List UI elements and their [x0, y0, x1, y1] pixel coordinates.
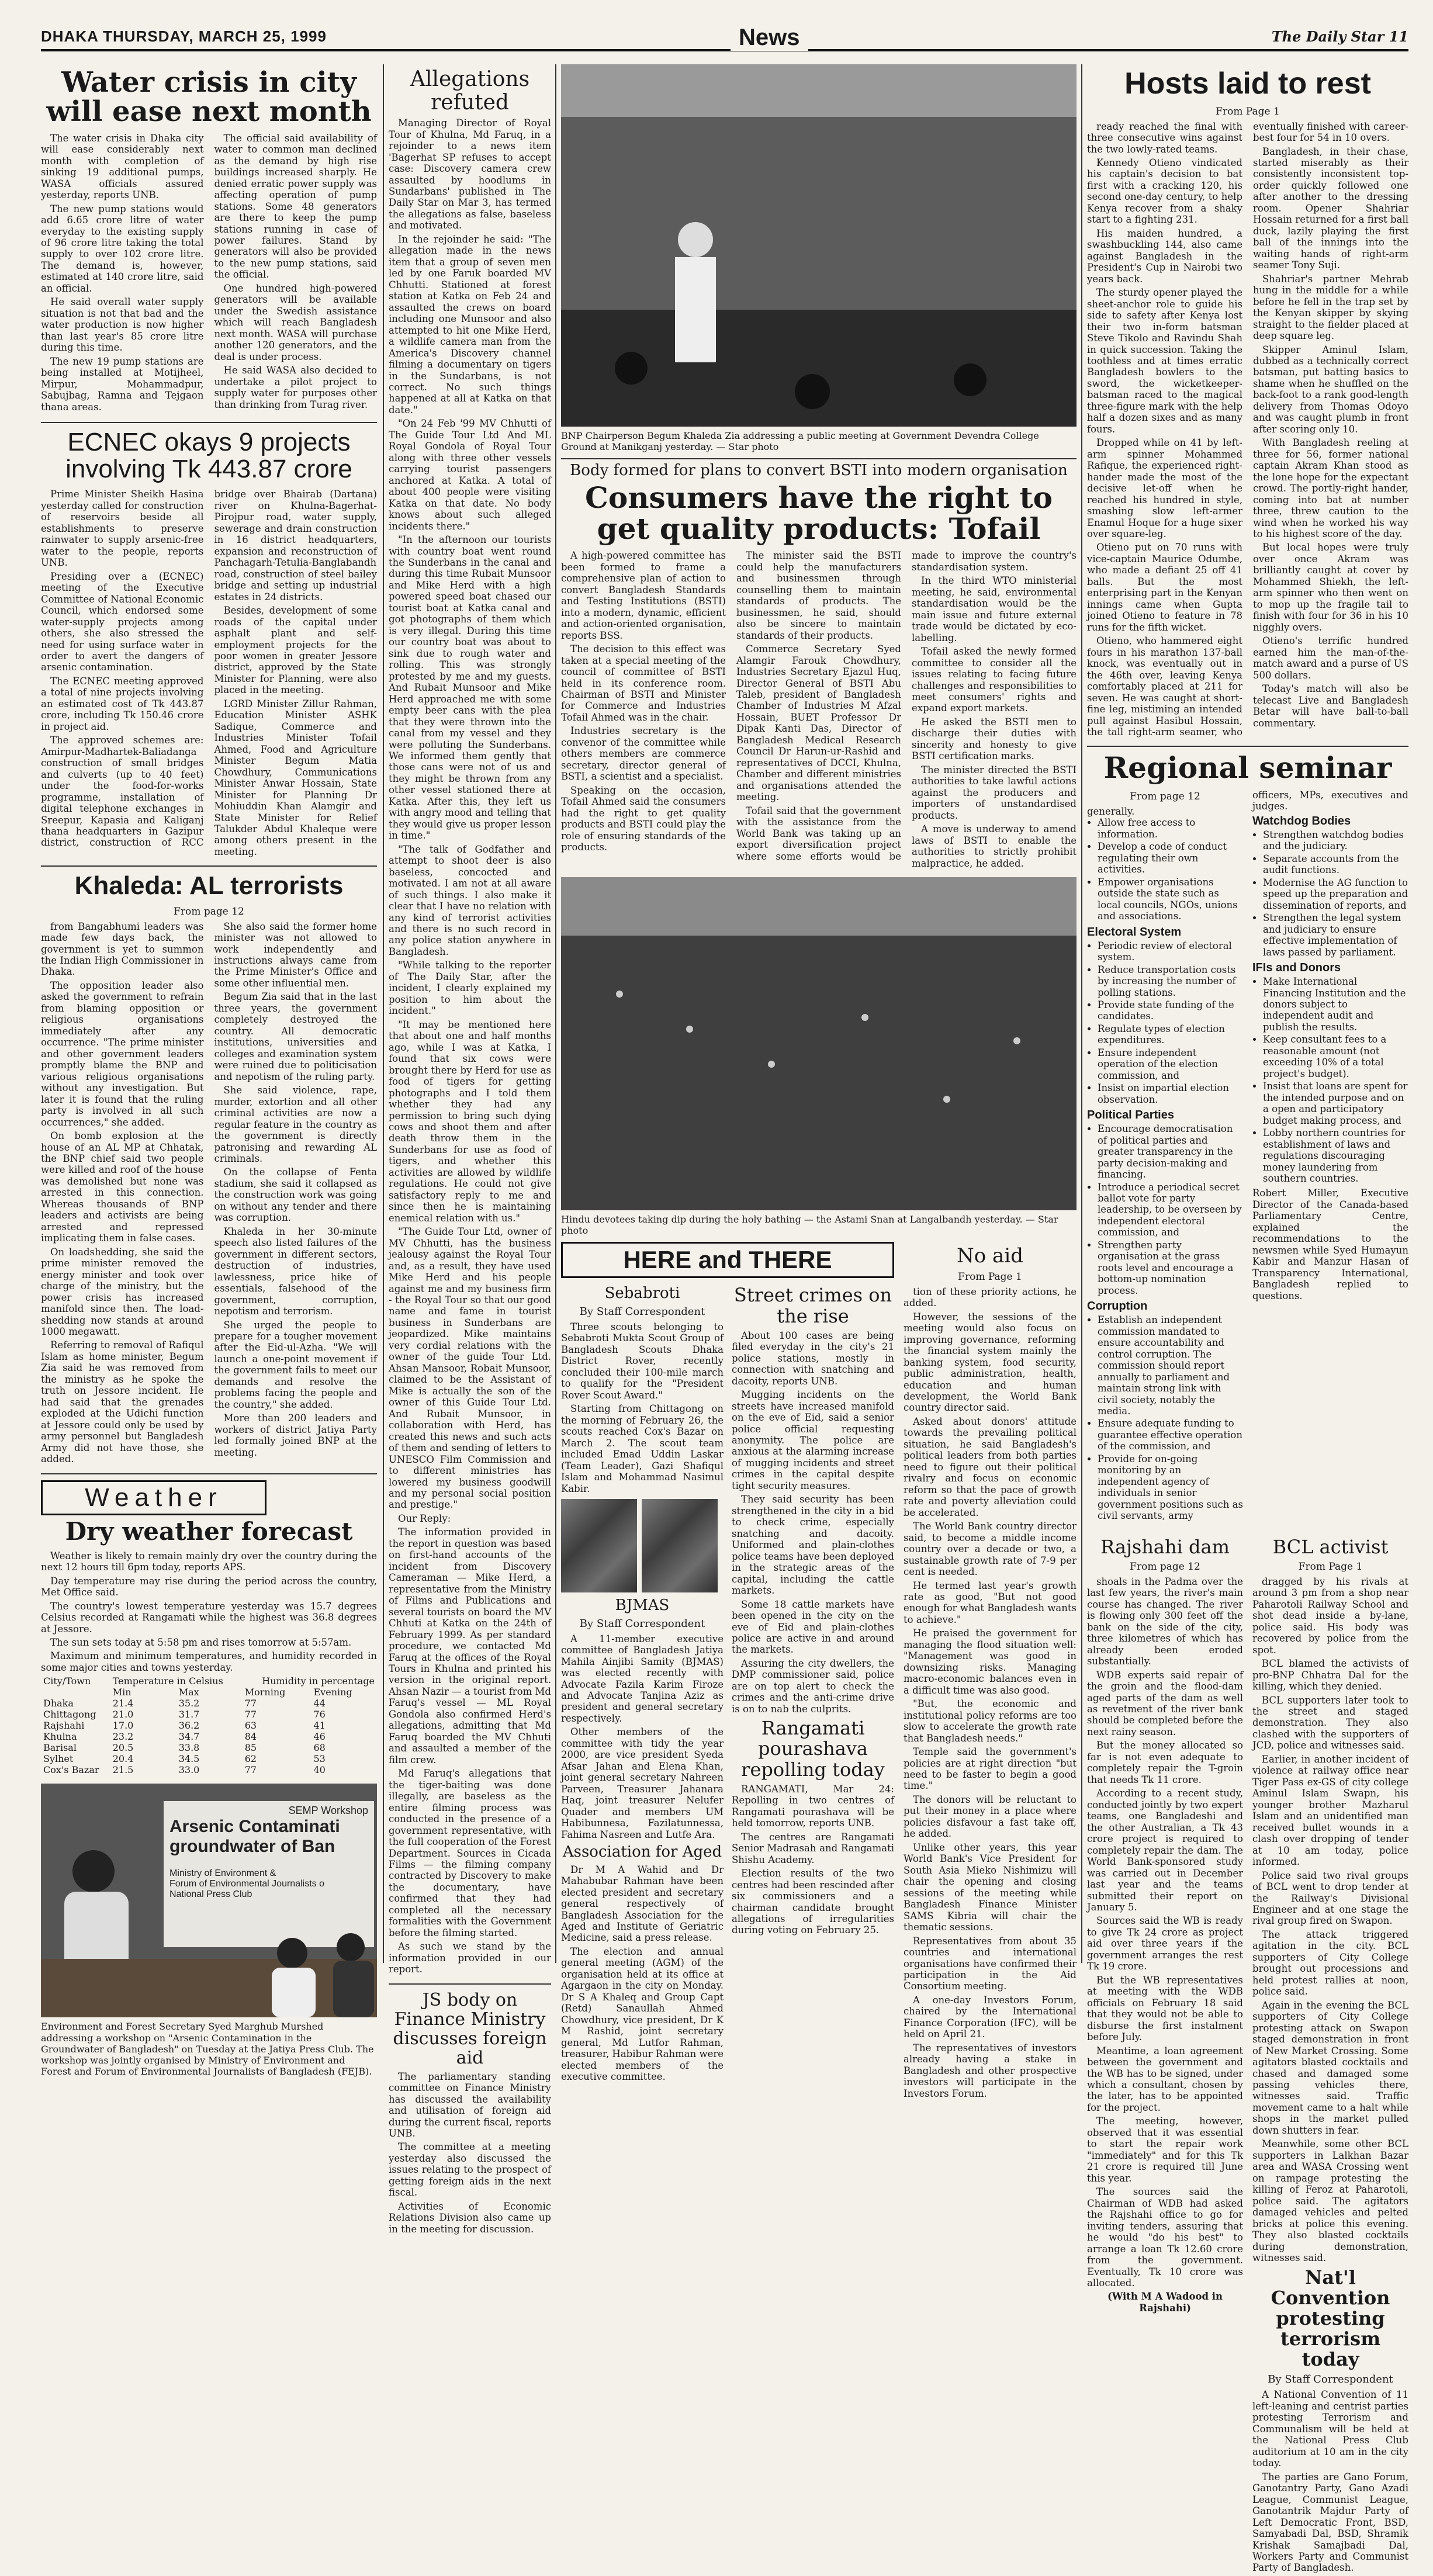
story-weather — [41, 1480, 377, 1776]
paragraph: The opposition leader also asked the government to refrain from blaming opposition or religious organisations immediately after any occurrence. "The prime minister and other government leaders promptly blame the BNP and various religious organisations without any investigation. But later it is found that the ruling party is involved in all such occurrences," she added. — [41, 979, 204, 1128]
paragraph: In the rejoinder he said: "The allegation made in the news item that a group of seven men led by one Faruk boarded MV Chhutti. Stationed at forest station at Katka on Feb 24 and assaulted the crews on board including one Munsoor and also attempted to hit one Mike Herd, a wildlife camera man from the America's Discovery channel filming a documentary on tigers in the Sundarbans, is not correct. No such things happened at all at Katka on that date." — [389, 233, 551, 416]
paragraph: The approved schemes are: Amirpur-Madhartek-Baliadanga construction of small bridges and culverts (up to 40 feet) under the food-for-works programme, installation of digital telephone exchanges in Sreepur, Kapasia and Kaliganj thana headquarters in Gazipur district, construction of RCC bridge over Bhairab (Dartana) river on Khulna-Bagerhat-Pirojpur road, water supply, sewerage and drain construction in 16 district headquarters, expansion and reconstruction of Panchagarh-Tetulia-Banglabandh road, construction of steel bailey bridge and setting up industrial estates in 24 districts. — [41, 489, 377, 849]
headline: Hosts laid to rest — [1124, 67, 1371, 101]
table-cell: Khulna — [43, 1731, 77, 1743]
table-cell: 63 — [244, 1720, 257, 1732]
paragraph: dragged by his rivals at around 3 pm from a shop near Paharotoli Railway School and shot dead inside a by-lane, police said. His body was recovered by police from the spot. — [1252, 1576, 1408, 1656]
paragraph: Activities of Economic Relations Division also came up in the meeting for discussion. — [389, 2200, 551, 2235]
paragraph: On loadshedding, she said the prime minister removed the energy minister and took over charge of the ministry, but the power crisis has increased manifold since then. The load-shedding now stands at around 1000 megawatt. — [41, 1246, 204, 1337]
paragraph: The new 19 pump stations are being installed at Motijheel, Mirpur, Mohammadpur, Sabujbag, Ramna and Tejgaon thana areas. — [41, 355, 204, 413]
table-cell: 84 — [244, 1731, 257, 1743]
paragraph: A 11-member executive committee of Bangladesh Jatiya Mahila Ainjibi Samity (BJMAS) was elected recently with Advocate Fazila Karim Firoze and Advocate Tanjina Aziz as president and general secretary respectively. — [561, 1633, 724, 1724]
headline: Nat'l Convention protesting terrorism today — [1271, 2266, 1390, 2371]
story-body — [1087, 1576, 1243, 2289]
list-item: • Periodic review of electoral system. — [1098, 940, 1243, 963]
story-ecnec — [41, 429, 377, 857]
story-body — [904, 1286, 1077, 2099]
table-cell: 33.8 — [178, 1742, 200, 1754]
story-body — [41, 1550, 377, 1674]
paragraph: The parties are Gano Forum, Ganotantry Party, Gano Azadi League, Communist League, Ganotantrik Majdur Party of Left Democratic Front, BSD, Samyabadi Dal, BSD, Shramik Krishak Samajbadi Dal, Workers Party and Communist Party of Bangladesh. — [1252, 2471, 1408, 2574]
paragraph: Today's match will also be telecast Live and Bangladesh Betar will have ball-to-ball commentary. — [1253, 683, 1408, 729]
story-body — [1252, 2389, 1408, 2574]
headline: BCL activist — [1272, 1535, 1389, 1558]
story-js — [389, 1990, 551, 2235]
paragraph: BCL blamed the activists of pro-BNP Chhatra Dal for the killing, which they denied. — [1252, 1658, 1408, 1692]
paragraph: He termed last year's growth rate as good, "But not good enough for what Bangladesh wants to achieve." — [904, 1580, 1077, 1625]
paragraph: BCL supporters later took to the street and staged demonstration. They also clashed with the supporters of JCD, police and witnesses said. — [1252, 1694, 1408, 1751]
headline: Dry weather forecast — [65, 1516, 353, 1546]
paragraph: Meanwhile, some other BCL supporters in Lalkhan Bazar area and WASA Crossing went on rampage protesting the killing of Feroz at Paharotoli, police said. The agitators damaged vehicles and pelted bricks at police this evening. They also blasted cocktails during demonstration, witnesses said. — [1252, 2138, 1408, 2264]
dateline: From page 12 — [174, 905, 244, 917]
dateline: From Page 1 — [1216, 105, 1280, 117]
paragraph: Starting from Chittagong on the morning of February 26, the scouts reached Cox's Bazar on March 2. The scout team included Emad Uddin Laskar (Team Leader), Gazi Shafiqul Islam and Mohammad Nasimul Kabir. — [561, 1403, 724, 1494]
dateline: DHAKA THURSDAY, MARCH 25, 1999 — [41, 27, 327, 45]
crowd-image — [561, 877, 1077, 1210]
paragraph: Referring to removal of Rafiqul Islam as home minister, Begum Zia said he was removed from the ministry as he spoke the truth on Jessore incident. He had said that the grenades exploded at the Udichi function at Jessore could only be used by army personnel but Bangladesh Army did not have those, she added. — [41, 1339, 204, 1465]
story-rajshahi — [1087, 1533, 1243, 2576]
story-natl — [1252, 2267, 1408, 2574]
weather-table — [41, 1675, 377, 1775]
paragraph: The decision to this effect was taken at a special meeting of the council of committee of BSTI held in its conference room. Chairman of BSTI and Minister for Commerce and Industries Tofail Ahmed was in the chair. — [561, 643, 726, 723]
story-bcl — [1252, 1537, 1408, 2264]
paragraph: Assuring the city dwellers, the DMP commissioner said, police are on top alert to check the crimes and the anti-crime drive is on to nab the culprits. — [732, 1657, 894, 1715]
paragraph: His maiden hundred, a swashbuckling 144, also came against Bangladesh in the President's Cup in Nairobi two years back. — [1087, 227, 1242, 285]
table-row — [41, 1764, 377, 1775]
paragraph: "The talk of Godfather and attempt to shoot deer is also baseless, concocted and motivated. I am not at all aware of such things. I also make it clear that I have no relation with any kind of terrorist activities and there is no such record in any police station anywhere in Bangladesh. — [389, 843, 551, 957]
paragraph: The minister said the BSTI could help the manufacturers and businessmen through counselling them to maintain standards of products. The businessmen, he said, should also be sincere to maintain standards of their products. — [736, 550, 901, 641]
section-banner: HERE and THERE — [561, 1242, 894, 1278]
subheading: IFIs and Donors — [1252, 961, 1341, 975]
table-row — [41, 1720, 377, 1731]
table-cell: Rajshahi — [43, 1720, 85, 1732]
paragraph: As such we stand by the information provided in our report. — [389, 1941, 551, 1975]
list-item: • Separate accounts from the audit functions. — [1263, 853, 1408, 876]
paragraph: He asked the BSTI men to discharge their duties with sincerity and honesty to give BSTI certification marks. — [912, 716, 1077, 762]
column-rule — [1081, 64, 1082, 1963]
table-cell: 20.5 — [112, 1742, 134, 1754]
dateline: From Page 1 — [1298, 1560, 1363, 1573]
photo-caption: Hindu devotees taking dip during the holy bathing — the Astami Snan at Langalbandh yesterday. — Star photo — [561, 1214, 1058, 1237]
column-left — [41, 64, 377, 2078]
paragraph: Tofail asked the newly formed committee to consider all the issues relating to facing future challenges and responsibilities to meet consumers' rights and expand export markets. — [912, 646, 1077, 714]
paragraph: Weather is likely to remain mainly dry over the country during the next 12 hours till 6pm today, reports APS. — [41, 1550, 377, 1573]
photo-caption: BNP Chairperson Begum Khaleda Zia addressing a public meeting at Government Devendra College Ground at Manikganj yesterday. — Star photo — [561, 430, 1039, 453]
column-right — [1087, 64, 1408, 2574]
bnp-rally-photo — [561, 64, 1077, 427]
story-allegations — [389, 68, 551, 1975]
table-header: Humidity in percentage — [262, 1675, 375, 1687]
table-row — [41, 1709, 377, 1720]
paragraph: RANGAMATI, Mar 24: Repolling in two centres of Rangamati pourashava will be held tomorrow, reports UNB. — [732, 1783, 894, 1829]
table-row — [41, 1731, 377, 1742]
story-noaid — [904, 1242, 1077, 2101]
table-cell: 44 — [313, 1698, 326, 1709]
paragraph: Some 18 cattle markets have been opened in the city on the eve of Eid and plain-clothes police are active in and around the markets. — [732, 1598, 894, 1656]
list-item: • Strengthen party organisation at the grass roots level and encourage a bottom-up nomination process. — [1098, 1239, 1243, 1296]
section-label: News — [731, 25, 808, 51]
list-item: • Develop a code of conduct regulating their own activities. — [1098, 841, 1243, 875]
story-body: Robert Miller, Executive Director of the Canada-based Parliamentary Centre, explained the recommendations to the newsmen while Syed Humayun Kabir and Manzur Hasan of Transparency International, Bangladesh replied to questions. — [1252, 1187, 1408, 1301]
paragraph: "While talking to the reporter of The Daily Star, after the incident, I clearly explained my position to him about the incident." — [389, 960, 551, 1017]
paragraph: The new pump stations would add 6.65 crore litre of water everyday to the existing supply of 96 crore litre taking the total supply to over 102 crore litre. The demand is, however, estimated at 140 crore litre, said an official. — [41, 203, 204, 294]
story-body — [1087, 121, 1408, 738]
paragraph: Bangladesh, in their chase, started miserably as their consistently inconsistent top-order quickly followed one after another to the dressing room. Opener Shahriar Hossain returned for a first ball duck, lazily playing the first ball of the innings into the waiting hands of right-arm seamer Tony Suji. — [1253, 146, 1408, 271]
story-body — [41, 133, 377, 414]
paragraph: Md Faruq's allegations that the tiger-baiting was done illegally, are baseless as the entire filming process was conducted in the presence of a government representative, with the full cooperation of the Forest Department. Sources in Cicada Films — the filming company contracted by Discovery to make the documentary, have confirmed that they had completed all the necessary formalities with the Government before the filming started. — [389, 1768, 551, 1938]
workshop-people — [41, 1784, 377, 2017]
paragraph: Besides, development of some roads of the capital under asphalt plant and self-employment projects for the poor women in greater Jessore district, approved by the State Minister for Planning, were also placed in the meeting. — [214, 605, 377, 696]
headline: Khaleda: AL terrorists — [74, 871, 344, 901]
column-rule — [555, 64, 556, 1963]
list-item: • Provide state funding of the candidates. — [1098, 999, 1243, 1022]
holy-bath-photo — [561, 877, 1077, 1210]
list-item: • Strengthen watchdog bodies and the judiciary. — [1263, 829, 1408, 852]
story-body — [389, 2071, 551, 2235]
paragraph: He said overall water supply situation is not that bad and the water production is now higher than last year's 85 crore litre during this time. — [41, 296, 204, 354]
paragraph: Unlike other years, this year World Bank's Vice President for South Asia Mieko Nishimizu will chair the opening and closing sessions of the meeting while Bangladesh Finance Minister SAMS Kibria will chair the thematic sessions. — [904, 1841, 1077, 1933]
story-bsti — [561, 462, 1077, 869]
paragraph: A National Convention of 11 left-leaning and centrist parties protesting Terrorism and Communalism will be held at the National Press Club auditorium at 10 am in the city today. — [1252, 2389, 1408, 2469]
story-body — [41, 921, 377, 1465]
paragraph: Otieno, who hammered eight fours in his marathon 137-ball knock, was eventually out in the 46th over, leaving Kenya comfortably placed at 211 for seven. He was caught at short-fine leg, mistiming an intended pull against Hasibul Hossain, the tall right-arm seamer, who eventually finished with career-best four for 54 in 10 overs. — [1087, 120, 1408, 738]
table-cell: 77 — [244, 1709, 257, 1720]
table-row — [41, 1698, 377, 1709]
list-item: • Insist that loans are spent for the intended purpose and on a open and participatory budget making process, and — [1263, 1081, 1408, 1126]
paragraph: But local hopes were truly over once Akram was brilliantly caught at cover by Mohammed Shiekh, the left-arm spinner who then went on to mop up the fragile tail to finish with four for 36 in his 10 nigghly overs. — [1253, 542, 1408, 633]
table-cell: Cox's Bazar — [43, 1764, 99, 1776]
table-cell: 20.4 — [112, 1753, 134, 1765]
table-cell: 31.7 — [178, 1709, 200, 1720]
list-item: • Strengthen the legal system and judiciary to ensure effective implementation of laws passed by parliament. — [1263, 912, 1408, 958]
subheading: Corruption — [1087, 1300, 1148, 1313]
list-item: • Ensure independent operation of the election commission, and — [1098, 1047, 1243, 1081]
table-cell: 68 — [313, 1742, 326, 1754]
table-cell: 21.5 — [112, 1764, 134, 1776]
table-cell: 62 — [244, 1753, 257, 1765]
paragraph: Begum Zia said that in the last three years, the government completely destroyed the country. All democratic institutions, universities and colleges and examination system were ruined due to politicisation and nepotism of the ruling party. — [214, 991, 377, 1082]
headline: Rajshahi dam — [1100, 1535, 1230, 1558]
dateline: From page 12 — [1130, 790, 1200, 802]
table-cell: 21.0 — [112, 1709, 134, 1720]
headline: Sebabroti — [604, 1284, 680, 1303]
paragraph: LGRD Minister Zillur Rahman, Education Minister ASHK Sadique, Commerce and Industries Minister Tofail Ahmed, Food and Agriculture Minister Begum Matia Chowdhury, Communications Minister Anwar Hossain, State Minister for Planning Dr Mohiuddin Khan Alamgir and State Minister for Relief Talukder Abdul Khaleque were among others present in the meeting. — [214, 698, 377, 857]
paragraph: "But, the economic and institutional policy reforms are too slow to accelerate the growth rate that Bangladesh needs." — [904, 1698, 1077, 1744]
paragraph: Kennedy Otieno vindicated his captain's decision to bat first with a cracking 120, his second one-day century, to help Kenya recover from a shaky start to a fighting 231. — [1087, 157, 1242, 226]
paragraph: Police said two rival groups of BCL went to drop tender at the Railway's Divisional Engineer and at one stage the rival group fired on Swapon. — [1252, 1869, 1408, 1927]
story-body — [561, 1321, 724, 1494]
portrait-photo — [561, 1499, 637, 1592]
table-cell: 46 — [313, 1731, 326, 1743]
table-row — [41, 1742, 377, 1753]
table-cell: 76 — [313, 1709, 326, 1720]
paragraph: from Bangabhumi leaders was made few days back, the government is yet to summon the Indian High Commissioner in Dhaka. — [41, 920, 204, 978]
paragraph: Commerce Secretary Syed Alamgir Farouk Chowdhury, Industries Secretary Ejazul Huq, Director General of BSTI Abu Taleb, president of Bangladesh Chamber of Industries M Afzal Hossain, BUET Professor Dr Dipak Kanti Das, Director of Bangladesh Medical Research Council Dr Harun-ur-Rashid and representatives of DCCI, Khulna, Chamber and different ministries and organisations attended the meeting. — [736, 643, 901, 803]
paragraph: Asked about donors' attitude towards the prevailing political situation, he said Bangladesh's political leaders from both parties need to figure out their political rivalry and focus on economic reform so that the pace of growth rate and poverty alleviation could be accelerated. — [904, 1415, 1077, 1518]
paragraph: But the money allocated so far is not even adequate to completely repair the T-groin that needs Tk 11 crore. — [1087, 1740, 1243, 1785]
headline: BJMAS — [615, 1597, 670, 1615]
byline: By Staff Correspondent — [579, 1617, 705, 1630]
paragraph: Representatives from about 35 countries and international organisations have confirmed their participation in the Aid Consortium meeting. — [904, 1935, 1077, 1992]
subheading: Watchdog Bodies — [1252, 814, 1351, 827]
table-cell: 36.2 — [178, 1720, 200, 1732]
headline: Rangamati pourashava repolling today — [741, 1717, 885, 1781]
paragraph: In the third WTO ministerial meeting, he said, environmental standardisation would be the main issue and future external trade would be dictated by eco-labelling. — [912, 575, 1077, 643]
headline: JS body on Finance Ministry discusses foreign aid — [393, 1989, 547, 2068]
paragraph: On the collapse of Fenta stadium, she said it collapsed as the construction work was going on without any tender and there was corruption. — [214, 1166, 377, 1224]
byline: By Staff Correspondent — [1268, 2373, 1393, 2386]
paragraph: Presiding over a (ECNEC) meeting of the Executive Committee of National Economic Council, which endorsed some water-supply projects among others, she also stressed the need for using surface water in order to avert the dangers of arsenic contamination. — [41, 570, 204, 673]
paragraph: The ECNEC meeting approved a total of nine projects involving an estimated cost of Tk 443.87 crore, including Tk 150.46 crore in project aid. — [41, 675, 204, 732]
table-cell: 33.0 — [178, 1764, 200, 1776]
list-item: • Lobby northern countries for establishment of laws and regulations discouraging money laundering from southern countries. — [1263, 1127, 1408, 1184]
table-cell: 53 — [313, 1753, 326, 1765]
table-header: City/Town — [43, 1675, 91, 1687]
headline: Allegations refuted — [410, 67, 530, 115]
paragraph: Tofail said that the government with the assistance from the World Bank was taking up an export diversification project where some efforts would be made to improve the country's standardisation system. — [736, 550, 1077, 862]
table-header: Morning — [244, 1687, 286, 1698]
paragraph: Shahriar's partner Mehrab hung in the middle for a while before he fell in the trap set by the Kenyan skipper by skying straight to the fielder placed at deep square leg. — [1253, 273, 1408, 342]
here-and-there — [561, 1242, 894, 2101]
photo-caption: Environment and Forest Secretary Syed Marghub Murshed addressing a workshop on "Arsenic Contamination in the Groundwater of Bangladesh" on Tuesday at the Jatiya Press Club. The workshop was jointly organised by Ministry of Environment and Forest and Forum of Environmental Journalists of Bangladesh (FEJB). — [41, 2021, 374, 2078]
headline: Consumers have the right to get quality products: Tofail — [585, 480, 1053, 546]
paragraph: Mugging incidents on the streets have increased manifold on the eve of Eid, said a senior police official requesting anonymity. The police are anxious at the alarming increase of mugging incidents and street crimes in the capital despite tight security measures. — [732, 1389, 894, 1491]
table-header: Temperature in Celsius — [112, 1675, 223, 1687]
list-item: • Allow free access to information. — [1098, 817, 1243, 840]
paragraph: The centres are Rangamati Senior Madrasah and Rangamati Shishu Academy. — [732, 1831, 894, 1865]
paragraph: Day temperature may rise during the period across the country, Met Office said. — [41, 1575, 377, 1598]
headline: Regional seminar — [1103, 750, 1392, 785]
paper-name: The Daily Star 11 — [1271, 27, 1408, 45]
table-row — [41, 1753, 377, 1764]
paragraph: A one-day Investors Forum, chaired by the International Finance Corporation (IFC), will be held on April 21. — [904, 1994, 1077, 2040]
paragraph: The minister directed the BSTI authorities to take lawful actions against the producers and importers of unstandardised products. — [912, 764, 1077, 821]
paragraph: He said WASA also decided to undertake a pilot project to supply water for purposes other than drinking from Turag river. — [214, 365, 377, 410]
paragraph: The country's lowest temperature yesterday was 15.7 degrees Celsius recorded at Rangamati while the highest was 36.8 degrees at Jessore. — [41, 1600, 377, 1635]
weather-tag: Weather — [41, 1480, 266, 1515]
headline: Association for Aged — [562, 1843, 722, 1861]
paragraph: The donors will be reluctant to put their money in a place where policies disfavour a fast take off, he added. — [904, 1793, 1077, 1840]
paragraph: However, the sessions of the meeting would also focus on improving governance, reforming the financial system mainly the banking system, food security, public administration, health, education and human development, the World Bank country director said. — [904, 1311, 1077, 1414]
paragraph: Dropped while on 41 by left-arm spinner Mohammed Rafique, the experienced right-hander made the most of the decisive let-off when he reached his hundred in style, smashing slow left-armer Enamul Hoque for a huge sixer over square-leg. — [1087, 437, 1242, 539]
paragraph: Dr M A Wahid and Dr Mahabubar Rahman have been elected president and secretary general respectively of Bangladesh Association for the Aged and Institute of Geriatric Medicine, said a press release. — [561, 1864, 724, 1944]
paragraph: Meantime, a loan agreement between the government and the WB has to be signed, under which a consultant, chosen by the later, has to be appointed for the project. — [1087, 2045, 1243, 2113]
table-cell: Barisal — [43, 1742, 77, 1754]
paragraph: The committee at a meeting yesterday also discussed the issues relating to the prospect of getting foreign aids in the next fiscal. — [389, 2141, 551, 2198]
paragraph: Skipper Aminul Islam, dubbed as a technically correct batsman, put batting basics to shame when he shuffled on the back-foot to a rank good-length delivery from Thomas Odoyo and was caught plumb in front after scoring only 10. — [1253, 344, 1408, 435]
paragraph: "It may be mentioned here that about one and half months ago, while I was at Katka, I found that six cows were brought there by Herd for use as food of tigers for getting photographs and I told them whether they had any permission to bring such dying cows and shoot them and after death throw them in the Sunderbans for use as food of tigers, and whether this activities are allowed by wildlife regulations. He could not give satisfactory reply to me and since then he is maintaining enemical relation with us." — [389, 1019, 551, 1224]
paragraph: Again in the evening the BCL supporters of City College protesting attack on Swapon staged demonstration in front of New Market Crossing. Some agitators blasted cocktails and chased and damaged some passing vehicles there, witnesses said. Traffic movement came to a halt while shops in the market pulled down shutters in fear. — [1252, 1999, 1408, 2136]
list-item: • Provide for on-going monitoring by an independent agency of individuals in senior government positions such as civil servants, army — [1098, 1453, 1243, 1522]
list-item: • Make International Financing Institution and the donors subject to independent audit and publish the results. — [1263, 976, 1408, 1033]
table-cell: 85 — [244, 1742, 257, 1754]
portrait-photo — [642, 1499, 718, 1592]
subheading: Political Parties — [1087, 1109, 1174, 1122]
list-item: • Encourage democratisation of political parties and greater transparency in the party decision-making and financing. — [1098, 1123, 1243, 1180]
paragraph: Election results of the two centres had been rescinded after six commissioners and a chairman candidate brought allegations of irregularities during voting on February 25. — [732, 1868, 894, 1936]
story-water — [41, 68, 377, 414]
paragraph: The sources said the Chairman of WDB had asked the Rajshahi office to go for inviting tenders, assuring that he would "do his best" to arrange a loan Tk 12.60 crore from the government. Eventually, Tk 10 crore was allocated. — [1087, 2186, 1243, 2288]
paragraph: More than 200 leaders and workers of district Jatiya Party led formally joined BNP at the meeting. — [214, 1412, 377, 1458]
list-item: • Ensure adequate funding to guarantee effective operation of the commission, and — [1098, 1418, 1243, 1452]
paragraph: tion of these priority actions, he added. — [904, 1286, 1077, 1309]
paragraph: She urged the people to prepare for a tougher movement after the Eid-ul-Azha. "We will launch a one-point movement if the government fails to meet our demands and resolve the problems facing the people and the country," she added. — [214, 1319, 377, 1410]
story-body — [561, 1633, 724, 1840]
table-cell: Chittagong — [43, 1709, 96, 1720]
byline: By Staff Correspondent — [579, 1306, 705, 1318]
column-rule — [383, 64, 384, 1963]
paragraph: The water crisis in Dhaka city will ease considerably next month with completion of sinking 19 additional pumps, WASA officials assured yesterday, reports UNB. — [41, 132, 204, 201]
page-header — [41, 23, 1408, 51]
paragraph: The election and annual general meeting (AGM) of the organisation held at its office at Agargaon in the city on Monday. Dr S A Khaleq and Group Capt (Retd) Sanaullah Ahmed Chowdhury, vice president, Dr K M Rashid, joint secretary general, Md Lutfor Rahman, treasurer, Habibur Rahman were elected members of the executive committee. — [561, 1945, 724, 2083]
table-cell: 34.7 — [178, 1731, 200, 1743]
table-header: Max — [178, 1687, 199, 1698]
table-header: Min — [112, 1687, 131, 1698]
paragraph: According to a recent study, conducted jointly by two expert teams, one Bangladeshi and the other Australian, a Tk 43 crore project is required to completely repair the dam. The World Bank-sponsored study was carried out in December last year and the teams submitted their report on January 5. — [1087, 1788, 1243, 1913]
paragraph: They said security has been strengthened in the city in a bid to check crime, especially snatching and dacoity. Uniformed and plain-clothes police teams have been deployed in the strategic areas of the capital, including the cattle markets. — [732, 1494, 894, 1597]
paragraph: The sun sets today at 5:58 pm and rises tomorrow at 5:57am. — [50, 1637, 352, 1648]
paragraph: A move is underway to amend laws of BSTI to enable the authorities to strictly prohibit malpractice, he added. — [912, 823, 1077, 869]
paragraph: But the WB representatives at meeting with the WDB officials on February 18 said that they would not be able to disburse the first instalment before July. — [1087, 1974, 1243, 2043]
byline: (With M A Wadood in Rajshahi) — [1107, 2291, 1223, 2314]
paragraph: She also said the former home minister was not allowed to work independently and instructions always came from the Prime Minister's Office and some other influential men. — [214, 920, 377, 989]
paragraph: Sources said the WB is ready to give Tk 24 crore as project aid over three years if the government arranges the rest Tk 19 crore. — [1087, 1915, 1243, 1972]
story-hosts — [1087, 68, 1408, 738]
paragraph: Temple said the government's policies are at right direction "but need to be faster to begin a good time." — [904, 1746, 1077, 1792]
story-body — [561, 550, 1077, 869]
kicker: Body formed for plans to convert BSTI into modern organisation — [570, 462, 1068, 480]
paragraph: The parliamentary standing committee on Finance Ministry has discussed the availability and utilisation of foreign aid during the current fiscal, reports UNB. — [389, 2071, 551, 2139]
paragraph: On bomb explosion at the house of an AL MP at Chhatak, the BNP chief said two people were killed and roof of the house was demolished but none was arrested in this connection. Whereas thousands of BNP leaders and activists are being arrested and repressed implicating them in false cases. — [41, 1130, 204, 1244]
paragraph: ready reached the final with three consecutive wins against the two lowly-rated teams. — [1087, 120, 1242, 155]
paragraph: The attack triggered agitation in the city. BCL supporters of City College brought out processions and held protest rallies at noon, police said. — [1252, 1928, 1408, 1997]
table-cell: 34.5 — [178, 1753, 200, 1765]
dateline: From Page 1 — [958, 1270, 1022, 1283]
workshop-banner: SEMP Workshop Arsenic Contaminati groundwater of Ban Ministry of Environment & Forum of Environmental Journalists o National Press Club — [164, 1801, 374, 1947]
list-item: • Regulate types of election expenditures. — [1098, 1023, 1243, 1046]
paragraph: The sturdy opener played the sheet-anchor role to guide his side to safety after Kenya lost their two in-form batsman Steve Tikolo and Ravindu Shah in quick succession. Taking the toothless and at times erratic Bangladesh bowlers to the sword, the wicketkeeper-batsman raced to the magical three-figure mark with the help half a dozen sixes and as many fours. — [1087, 287, 1242, 435]
paragraph: Our Reply: — [398, 1512, 451, 1524]
story-body — [732, 1330, 894, 1715]
list-item: • Modernise the AG function to speed up the preparation and dissemination of reports, and — [1263, 877, 1408, 911]
paragraph: Otieno put on 70 runs with vice-captain Maurice Odumbe, who made a defiant 25 off 41 balls. But the most enterprising part in the Kenyan innings came when Gupta joined Otieno to feature in 78 runs for the fifth wicket. — [1087, 542, 1242, 633]
list-item: • Keep consultant fees to a reasonable amount (not exceeding 10% of a total project's budget). — [1263, 1034, 1408, 1079]
paragraph: Three scouts belonging to Sebabroti Mukta Scout Group of Bangladesh Scouts Dhaka District Rover, recently concluded their 100-mile march to qualify for the "President Rover Scout Award." — [561, 1321, 724, 1401]
subheading: Electoral System — [1087, 925, 1182, 939]
headline: No aid — [957, 1244, 1023, 1268]
table-cell: 41 — [313, 1720, 326, 1732]
paragraph: "In the afternoon our tourists with country boat went round the Sunderbans in the canal and during this time Rubait Munsoor and Mike Herd with a high powered speed boat chased our tourist boat at Katka canal and got photographs of them which is very illegal. During this time our country boat was about to sink due to rough water and rolling. This was strongly protested by me and my guests. And Rubait Munsoor and Mike Herd approached me with some empty beer cans with the plea that they were thrown into the canal from my vessel and they were polluting the Sunderbans. We informed them gently that those cans were not of us and they might be thrown from any other vessel stationed there at Katka. After this, they left us with angry mood and telling that they would give us proper lesson in time." — [389, 534, 551, 842]
list-item: • Insist on impartial election observation. — [1098, 1082, 1243, 1105]
paragraph: Otieno's terrific hundred earned him the man-of-the-match award and a purse of US 500 dollars. — [1253, 635, 1408, 681]
story-body — [389, 117, 551, 1975]
paragraph: The World Bank country director said, to become a middle income country over a decade or two, a sustainable growth rate of 7-9 per cent is needed. — [904, 1521, 1077, 1578]
paragraph: She said violence, rape, murder, extortion and all other criminal activities are now a regular feature in the country as the government is directly patronising and rewarding AL criminals. — [214, 1085, 377, 1164]
workshop-photo — [41, 1784, 377, 2017]
table-cell: 23.2 — [112, 1731, 134, 1743]
list-item: • Reduce transportation costs by increasing the number of polling stations. — [1098, 964, 1243, 998]
table-cell: 35.2 — [178, 1698, 200, 1709]
list-item: • Establish an independent commission mandated to ensure accountability and control corruption. The commission should report annually to parliament and maintain strong link with civil society, notably the media. — [1098, 1314, 1243, 1417]
headline: Water crisis in city will ease next month — [46, 66, 372, 129]
paragraph: WDB experts said repair of the groin and the flood-dam aged parts of the dam as well as revetment of the river bank should be completed before the next rainy season. — [1087, 1669, 1243, 1737]
paragraph: With Bangladesh reeling at three for 56, former national captain Akram Khan stood as the lone hope for the expectant crowd. The portly-right hander, coming into bat at number three, threw caution to the wind when he worked his way to his highest score of the day. — [1253, 437, 1408, 539]
paragraph: Prime Minister Sheikh Hasina yesterday called for construction of reservoirs beside all establishments to preserve rainwater to supply arsenic-free water to the people, reports UNB. — [41, 489, 204, 569]
column-center — [561, 64, 1077, 2099]
intro: generally. — [1087, 805, 1135, 817]
paragraph: Industries secretary is the convenor of the committee while others members are commerce secretary, director general of BSTI, a scientist and a specialist. — [561, 725, 726, 783]
column-allegations — [389, 64, 551, 2235]
crowd-image — [561, 64, 1077, 427]
paragraph: Other members of the committee with tidy the year 2000, are vice president Syeda Afsar Jahan and Elena Khan, joint general secretary Nahreen Parveen, Treasurer Jahanara Haq, joint treasurer Nelufer Quader and members UM Habibunnesa, Fazilatunnessa, Fahima Nasreen and Lutfe Ara. — [561, 1726, 724, 1840]
paragraph: About 100 cases are being filed everyday in the city's 21 police stations, mostly in connection with snatching and dacoity, reports UNB. — [732, 1329, 894, 1387]
paragraph: "The Guide Tour Ltd, owner of MV Chhutti, has the business jealousy against the Royal Tour and, as a result, they have used Mike Herd and his people against me and my business firm - the Royal Tour so that our good name and fame in tourist business in Sunderbans are jeopardized. Mike maintains very cordial relations with the owner of the guide Tour Ltd. Ahsan Mansoor, Robait Munsoor, claimed to be the Assistant of Mike is actually the son of the owner of this Guide Tour Ltd. And Rubait Munsoor, in collaboration with Herd, has created this news and such acts of them and sending of letters to UNESCO Film Commission and to different ministries has lowered my business goodwill and my personal social position and prestige." — [389, 1226, 551, 1511]
headline: ECNEC okays 9 projects involving Tk 443.87 crore — [65, 428, 352, 484]
paragraph: shoals in the Padma over the last few years, the river's main course has changed. The river is flowing only 300 feet off the bank on the side of the city, three kilometres of which has already been eroded substantially. — [1087, 1576, 1243, 1667]
paragraph: Earlier, in another incident of violence at railway office near Tiger Pass ex-GS of city college Aminul Islam Swapn, his younger brother Mazharul Islam and an unidentified man received bullet wounds in a clash over dropping of tender at 10 am today, police informed. — [1252, 1753, 1408, 1868]
story-body — [732, 1784, 894, 1936]
story-body — [561, 1864, 724, 2083]
list-item: • Introduce a periodical secret ballot vote for party leadership, to be overseen by independent electoral commission, and — [1098, 1182, 1243, 1238]
paragraph: The information provided in the report in question was based on first-hand accounts of the incident from Discovery Cameraman — Mike Herd, a representative from the Ministry of Films and Publications and several tourists on board the MV Chhuti at Katka on the 24th of February 1999. As per standard procedure, we contacted Md Faruq at the offices of the Royal Tours in Khulna and printed his version in the original report. Ahsan Nazir — a tourist from Md Faruq's vessel — ML Royal Gondola also confirmed Herd's allegations, admitting that Md Faruq boarded the MV Chhuti and assaulted a member of the film crew. — [389, 1526, 551, 1765]
table-cell: 77 — [244, 1698, 257, 1709]
paragraph: One hundred high-powered generators will be available under the Swedish assistance which will reach Bangladesh next month. WASA will purchase another 120 generators, and the deal is under process. — [214, 282, 377, 362]
intro: officers, MPs, executives and judges. — [1252, 789, 1408, 812]
paragraph: The official said availability of water to common man declined as the demand by high rise buildings increased sharply. He denied erratic power supply was affecting operation of pump stations. Some 48 generators are there to keep the pump stations running in case of power failures. Stand by generators will also be provided to the new pump stations, said the official. — [214, 132, 377, 281]
table-cell: 21.4 — [112, 1698, 134, 1709]
paragraph: Khaleda in her 30-minute speech also listed failures of the government in different sectors, destruction of industries, lawlessness, price hike of essentials, falsehood of the government, corruption, nepotism and terrorism. — [214, 1225, 377, 1317]
paragraph: The meeting, however, observed that it was essential to start the repair work "immediately" and for this Tk 21 crore is required till June this year. — [1087, 2115, 1243, 2184]
table-cell: 77 — [244, 1764, 257, 1776]
paragraph: Speaking on the occasion, Tofail Ahmed said the consumers had the right to get quality products and BSTI could play the role of ensuring standards of the products. — [561, 784, 726, 853]
story-body — [1252, 1576, 1408, 2264]
story-body — [41, 489, 377, 857]
dateline: From page 12 — [1130, 1560, 1200, 1573]
story-khaleda — [41, 872, 377, 1464]
list-item: • Empower organisations outside the state such as local councils, NGOs, unions and associations. — [1098, 877, 1243, 922]
story-regional — [1087, 750, 1408, 1525]
table-header: Evening — [313, 1687, 352, 1698]
table-cell: 17.0 — [112, 1720, 134, 1732]
paragraph: Managing Director of Royal Tour of Khulna, Md Faruq, in a rejoinder to a news item 'Bagerhat SP refuses to accept case: Discovery camera crew assaulted by hoodlums in Sundarbans' published in The Daily Star on Mar 3, has termed the allegations as false, baseless and motivated. — [389, 117, 551, 231]
table-cell: Sylhet — [43, 1753, 74, 1765]
paragraph: "On 24 Feb '99 MV Chhutti of The Guide Tour Ltd And ML Royal Gondola of Royal Tour along with three other vessels carrying tourist passengers anchored at Katka. A total of about 400 people were visiting Katka on that date. No body knows about such alleged incidents there." — [389, 418, 551, 532]
paragraph: Maximum and minimum temperatures, and humidity recorded in some major cities and towns yesterday. — [41, 1650, 377, 1673]
paragraph: A high-powered committee has been formed to frame a comprehensive plan of action to convert Bangladesh Standards and Testing Institutions (BSTI) into a modern, dynamic, efficient and action-oriented organisation, reports BSS. — [561, 550, 726, 641]
paragraph: The representatives of investors already having a stake in Bangladesh and other prospective investors will participate in the Investors Forum. — [904, 2042, 1077, 2099]
table-cell: Dhaka — [43, 1698, 74, 1709]
table-cell: 40 — [313, 1764, 326, 1776]
paragraph: He praised the government for managing the flood situation well: "Management was good in downsizing risks. Managing macro-economic balances even in a difficult time was also good. — [904, 1628, 1077, 1696]
headline: Street crimes on the rise — [733, 1284, 892, 1327]
